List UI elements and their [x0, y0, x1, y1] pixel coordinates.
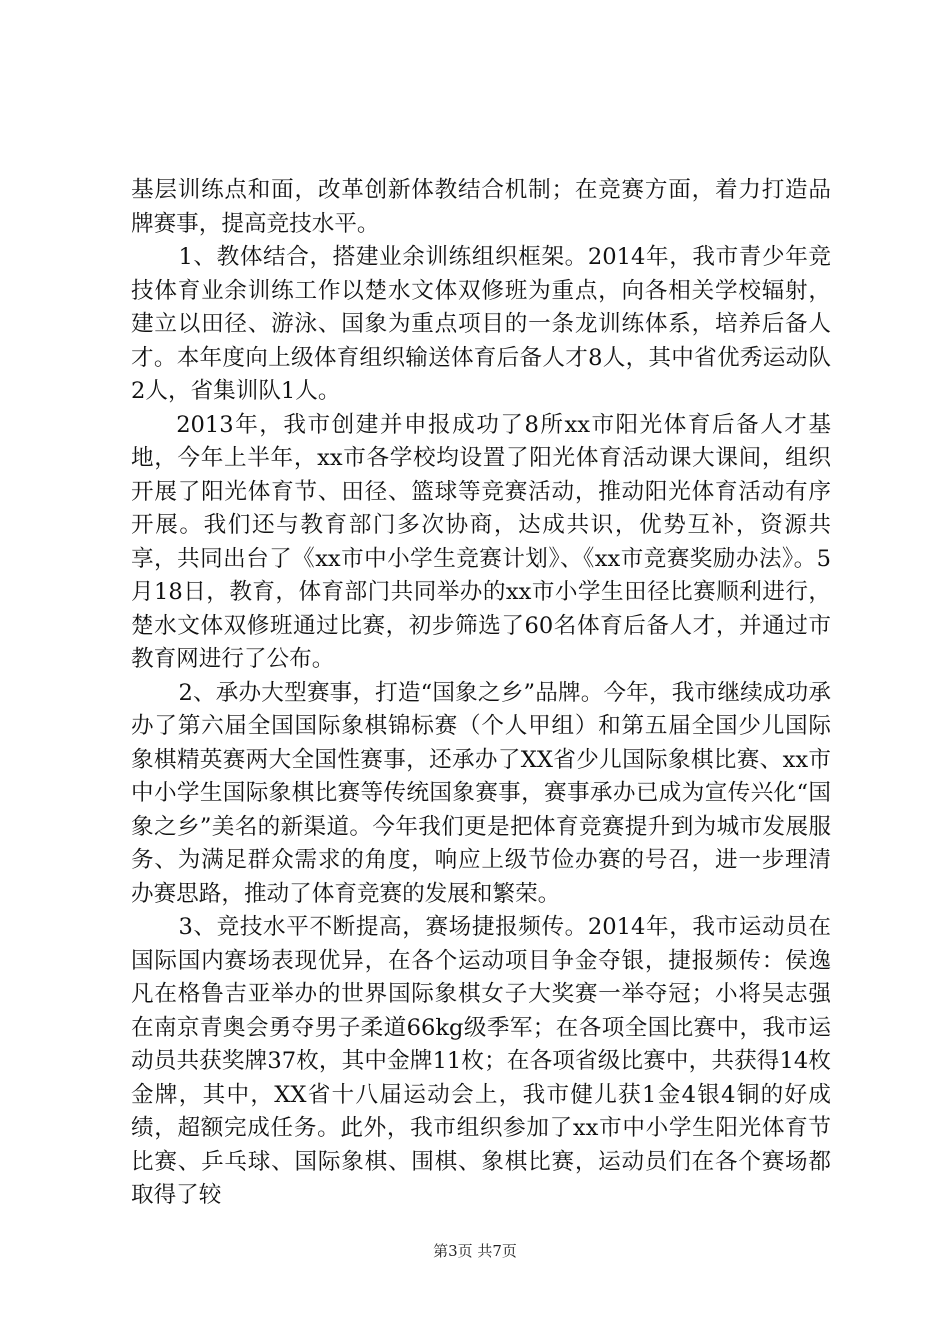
paragraph-section-1: 1、教体结合，搭建业余训练组织框架。2014年，我市青少年竞技体育业余训练工作以楚水文体双修班为重点，向各相关学校辐射，建立以田径、游泳、国象为重点项目的一条龙训练体系，培养后备人才。本年度向上级体育组织输送体育后备人才8人，其中省优秀运动队2人，省集训队1人。 [131, 244, 831, 404]
page-footer: 第3页 共7页 [433, 1242, 517, 1260]
paragraph-section-3: 3、竞技水平不断提高，赛场捷报频传。2014年，我市运动员在国际国内赛场表现优异，在各个运动项目争金夺银，捷报频传：侯逸凡在格鲁吉亚举办的世界国际象棋女子大奖赛一举夺冠；小将吴志强在南京青奥会勇夺男子柔道66kg级季军；在各项全国比赛中，我市运动员共获奖牌37枚，其中金牌11枚；在各项省级比赛中，共获得14枚金牌，其中，XX省十八届运动会上，我市健儿获1金4银4铜的好成绩，超额完成任务。此外，我市组织参加了xx市中小学生阳光体育节比赛、乒乓球、国际象棋、围棋、象棋比赛，运动员们在各个赛场都取得了较 [131, 914, 831, 1208]
body-text [131, 174, 831, 1213]
paragraph-2013: 2013年，我市创建并申报成功了8所xx市阳光体育后备人才基地，今年上半年，xx市各学校均设置了阳光体育活动课大课间，组织开展了阳光体育节、田径、篮球等竞赛活动，推动阳光体育活动有序开展。我们还与教育部门多次协商，达成共识，优势互补，资源共享，共同出台了《xx市中小学生竞赛计划》、《xx市竞赛奖励办法》。5月18日，教育，体育部门共同举办的xx市小学生田径比赛顺利进行，楚水文体双修班通过比赛，初步筛选了60名体育后备人才，并通过市教育网进行了公布。 [131, 411, 831, 672]
paragraph-section-2: 2、承办大型赛事，打造“国象之乡”品牌。今年，我市继续成功承办了第六届全国国际象棋锦标赛（个人甲组）和第五届全国少儿国际象棋精英赛两大全国性赛事，还承办了XX省少儿国际象棋比赛、xx市中小学生国际象棋比赛等传统国象赛事，赛事承办已成为宣传兴化“国象之乡”美名的新渠道。今年我们更是把体育竞赛提升到为城市发展服务、为满足群众需求的角度，响应上级节俭办赛的号召，进一步理清办赛思路，推动了体育竞赛的发展和繁荣。 [131, 679, 831, 907]
paragraph-continuation: 基层训练点和面，改革创新体教结合机制；在竞赛方面，着力打造品牌赛事，提高竞技水平。 [131, 177, 831, 237]
